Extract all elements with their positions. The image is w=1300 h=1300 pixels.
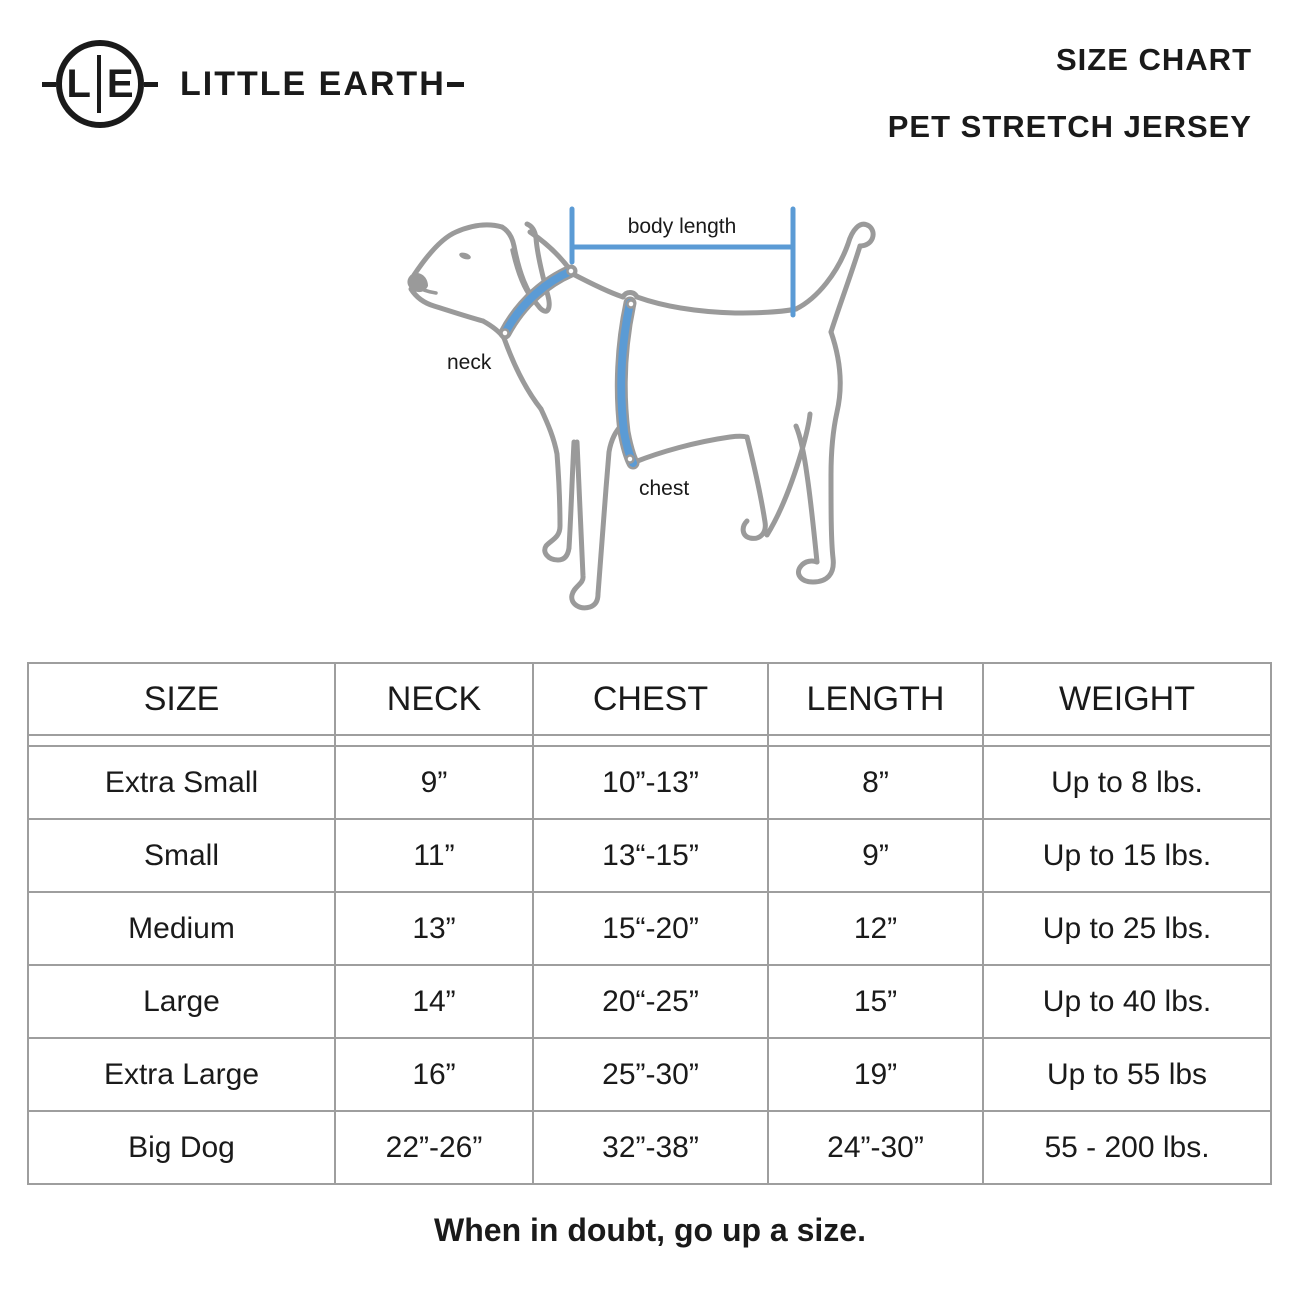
- dog-measurement-diagram: [390, 180, 910, 640]
- dog-diagram-svg: [390, 180, 910, 640]
- dog-belly: [635, 436, 747, 462]
- cell-chest: 32”-38”: [533, 1111, 768, 1184]
- title-line-1: SIZE CHART: [1056, 42, 1252, 77]
- cell-size: Extra Small: [28, 746, 335, 819]
- size-chart-table: [27, 662, 1272, 1185]
- title-line-2: PET STRETCH JERSEY: [887, 109, 1252, 144]
- cell-weight: Up to 40 lbs.: [983, 965, 1271, 1038]
- cell-chest: 15“-20”: [533, 892, 768, 965]
- cell-length: 12”: [768, 892, 983, 965]
- cell-chest: 20“-25”: [533, 965, 768, 1038]
- cell-weight: Up to 15 lbs.: [983, 819, 1271, 892]
- cell-neck: 13”: [335, 892, 533, 965]
- table-row-big-dog: [28, 1111, 1271, 1184]
- dog-hind-leg-near-front: [796, 426, 817, 562]
- cell-size: Small: [28, 819, 335, 892]
- table-row-large: [28, 965, 1271, 1038]
- cell-length: 15”: [768, 965, 983, 1038]
- cell-neck: 9”: [335, 746, 533, 819]
- cell-length: 9”: [768, 819, 983, 892]
- neck-band-ring-bottom: [502, 330, 509, 337]
- cell-weight: Up to 25 lbs.: [983, 892, 1271, 965]
- dog-hind-leg-far: [743, 437, 765, 538]
- dog-outline: [411, 224, 873, 608]
- cell-chest: 25”-30”: [533, 1038, 768, 1111]
- dog-jaw: [411, 289, 483, 321]
- table-row-extra-large: [28, 1038, 1271, 1111]
- chest-band-ring-bottom: [627, 456, 634, 463]
- cell-weight: Up to 8 lbs.: [983, 746, 1271, 819]
- cell-weight: 55 - 200 lbs.: [983, 1111, 1271, 1184]
- dog-front-leg-near-back: [598, 425, 622, 594]
- dog-front-leg-near: [572, 442, 598, 608]
- cell-size: Large: [28, 965, 335, 1038]
- brand-name-dash: [447, 82, 464, 87]
- sizing-advice-note: When in doubt, go up a size.: [434, 1212, 866, 1248]
- neck-band-ring-top: [568, 268, 575, 275]
- col-header-weight: WEIGHT: [983, 663, 1271, 735]
- cell-chest: 10”-13”: [533, 746, 768, 819]
- dog-back: [637, 297, 796, 313]
- cell-length: 8”: [768, 746, 983, 819]
- dog-front-leg-far-back: [569, 442, 574, 548]
- page-title: [888, 42, 1252, 145]
- logo-left-tick: [42, 82, 56, 87]
- logo-letter-e: E: [106, 62, 134, 106]
- cell-neck: 16”: [335, 1038, 533, 1111]
- cell-neck: 14”: [335, 965, 533, 1038]
- dog-hind-leg-far-back: [767, 414, 810, 535]
- cell-chest: 13“-15”: [533, 819, 768, 892]
- chest-band-ring-top: [628, 301, 635, 308]
- dog-tail-inner: [831, 246, 860, 332]
- cell-length: 24”-30”: [768, 1111, 983, 1184]
- dog-back-front-segment: [571, 273, 623, 297]
- dog-tail-outer: [796, 224, 873, 309]
- dog-chest-front: [504, 338, 541, 409]
- header-row: [28, 663, 1271, 735]
- logo-letter-l: L: [66, 62, 91, 106]
- col-header-chest: CHEST: [533, 663, 768, 735]
- little-earth-logo-icon: [56, 40, 144, 128]
- chest-label: chest: [639, 477, 690, 500]
- cell-size: Big Dog: [28, 1111, 335, 1184]
- cell-size: Extra Large: [28, 1038, 335, 1111]
- col-header-size: SIZE: [28, 663, 335, 735]
- cell-neck: 22”-26”: [335, 1111, 533, 1184]
- brand-name: LITTLE EARTH: [180, 64, 446, 103]
- logo-right-tick: [144, 82, 158, 87]
- table-row-small: [28, 819, 1271, 892]
- cell-neck: 11”: [335, 819, 533, 892]
- neck-label: neck: [447, 351, 492, 374]
- brand-logo: [42, 40, 464, 128]
- header-double-rule: [28, 735, 1271, 746]
- cell-weight: Up to 55 lbs: [983, 1038, 1271, 1111]
- col-header-length: LENGTH: [768, 663, 983, 735]
- dog-front-leg-far: [541, 409, 569, 560]
- body-length-label: body length: [627, 215, 737, 238]
- logo-divider-bar: [97, 55, 101, 113]
- cell-length: 19”: [768, 1038, 983, 1111]
- col-header-neck: NECK: [335, 663, 533, 735]
- dog-head-top: [414, 225, 502, 275]
- table-row-extra-small: [28, 746, 1271, 819]
- table-row-medium: [28, 892, 1271, 965]
- dog-eye-icon: [458, 251, 471, 260]
- cell-size: Medium: [28, 892, 335, 965]
